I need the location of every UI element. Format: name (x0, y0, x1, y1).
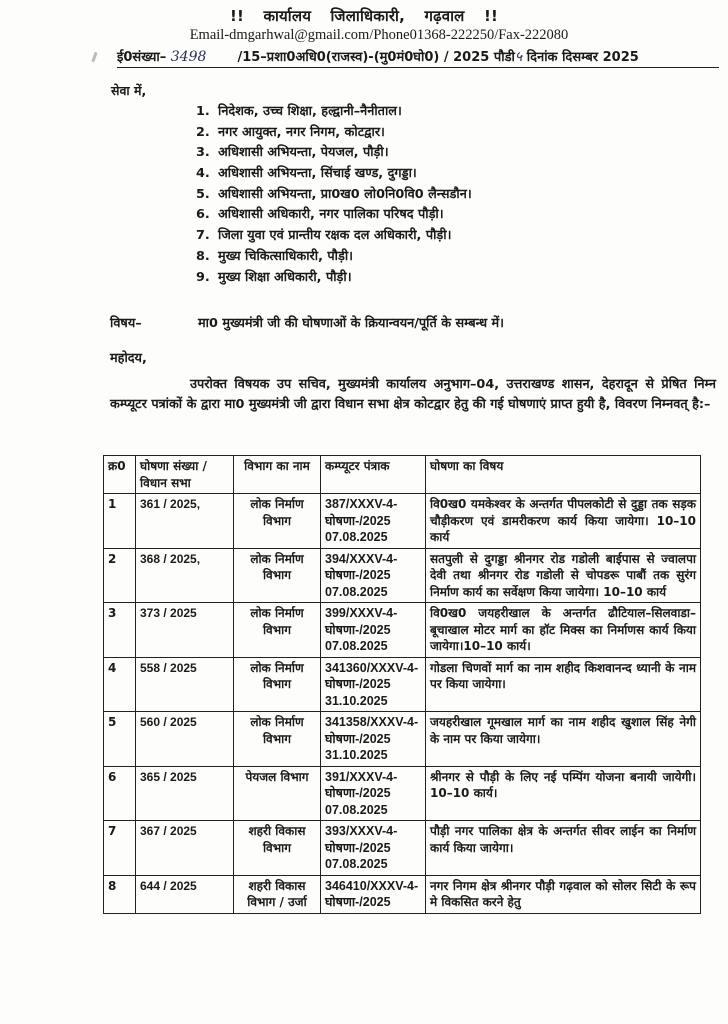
header-serial: क्र0 (104, 456, 136, 494)
recipient-item: 4. अधिशासी अभियन्ता, सिंचाई खण्ड, दुगड्डा। (196, 166, 417, 182)
recipient-item: 3. अधिशासी अभियन्ता, पेयजल, पौड़ी। (196, 145, 389, 161)
recipient-list (196, 102, 472, 288)
cell-declaration-subject: वि0ख0 यमकेश्वर के अन्तर्गत पीपलकोटी से दुड्डा तक सड़क चौड़ीकरण एवं डामरीकरण कार्य किया जायेगा। 10–10 कार्य (426, 494, 701, 549)
cell-serial: 5 (104, 712, 136, 767)
cell-computer-letter: 399/XXXV-4-घोषणा-/2025 07.08.2025 (321, 603, 426, 658)
recipient-item: 5. अधिशासी अभियन्ता, प्रा0ख0 लो0नि0वि0 लैन्सडौन। (196, 186, 472, 202)
cell-serial: 7 (104, 821, 136, 876)
recipient-item: 9. मुख्य शिक्षा अधिकारी, पौड़ी। (196, 269, 352, 285)
cell-serial: 8 (104, 875, 136, 913)
cell-serial: 3 (104, 603, 136, 658)
ref-number-handwritten: 3498 (170, 49, 207, 65)
cell-declaration-subject: गोडला चिणवों मार्ग का नाम शहीद किशवानन्द ध्यानी के नाम पर किया जायेगा। (426, 657, 701, 712)
cell-declaration-subject: वि0ख0 जयहरीखाल के अन्तर्गत ढौटियाल–सिलवाडा–बूचाखाल मोटर मार्ग का हॉट मिक्स का निर्माणस कार्य किया जायेगा।10–10 कार्य। (426, 603, 701, 658)
table-row (104, 603, 701, 658)
pen-mark (91, 52, 97, 62)
cell-declaration-no: 644 / 2025 (136, 875, 234, 913)
cell-serial: 4 (104, 657, 136, 712)
cell-computer-letter: 346410/XXXV-4-घोषणा-/2025 (321, 875, 426, 913)
cell-serial: 1 (104, 494, 136, 549)
ref-date-handwritten: ५ (514, 49, 523, 65)
addressee-label: सेवा में, (111, 83, 147, 98)
subject-text: मा0 मुख्यमंत्री जी की घोषणाओं के क्रियान्वयन/पूर्ति के सम्बन्ध में। (198, 316, 505, 331)
body-paragraph: उपरोक्त विषयक उप सचिव, मुख्यमंत्री कार्यालय अनुभाग–04, उत्तराखण्ड शासन, देहरादून से प्रेषित निम्न कम्प्यूटर पत्रांकों के द्वारा मा0 मुख्यमंत्री जी द्वारा विधान सभा क्षेत्र कोटद्वार हेतु की गई घोषणाएं प्राप्त हुयी है, विवरण निम्नवत् है:– (110, 377, 716, 412)
cell-declaration-no: 373 / 2025 (136, 603, 234, 658)
header-department: विभाग का नाम (234, 456, 321, 494)
cell-declaration-subject: नगर निगम क्षेत्र श्रीनगर पौड़ी गढ़वाल को सोलर सिटी के रूप मे विकसित करने हेतु (426, 875, 701, 913)
reference-line (117, 47, 719, 68)
cell-declaration-no: 365 / 2025 (136, 766, 234, 821)
subject-label: विषय– (110, 316, 142, 331)
table-row (104, 821, 701, 876)
office-title: !! कार्यालय जिलाधिकारी, गढ़वाल !! (229, 7, 499, 25)
cell-department: शहरी विकास विभाग (234, 821, 321, 876)
cell-department: लोक निर्माण विभाग (234, 712, 321, 767)
cell-declaration-no: 368 / 2025, (136, 548, 234, 603)
cell-declaration-no: 560 / 2025 (136, 712, 234, 767)
table-header-row (104, 456, 701, 494)
table-row (104, 494, 701, 549)
table-row (104, 712, 701, 767)
cell-computer-letter: 391/XXXV-4-घोषणा-/2025 07.08.2025 (321, 766, 426, 821)
table-row (104, 657, 701, 712)
cell-serial: 2 (104, 548, 136, 603)
cell-computer-letter: 387/XXXV-4-घोषणा-/2025 07.08.2025 (321, 494, 426, 549)
cell-department: लोक निर्माण विभाग (234, 657, 321, 712)
cell-department: पेयजल विभाग (234, 766, 321, 821)
cell-declaration-subject: पौड़ी नगर पालिका क्षेत्र के अन्तर्गत सीवर लाईन का निर्माण कार्य किया जायेगा। (426, 821, 701, 876)
ref-prefix: ई0संख्या– (117, 50, 167, 65)
subject-line (110, 313, 504, 331)
recipient-item: 7. जिला युवा एवं प्रान्तीय रक्षक दल अधिकारी, पौड़ी। (196, 228, 452, 244)
cell-computer-letter: 393/XXXV-4-घोषणा-/2025 07.08.2025 (321, 821, 426, 876)
cell-department: शहरी विकास विभाग / उर्जा (234, 875, 321, 913)
cell-declaration-subject: श्रीनगर से पौड़ी के लिए नई पम्पिंग योजना बनायी जायेगी। 10–10 कार्य। (426, 766, 701, 821)
table-row (104, 875, 701, 913)
header-computer-letter: कम्प्यूटर पंत्राक (321, 456, 426, 494)
cell-computer-letter: 341358/XXXV-4-घोषणा-/2025 31.10.2025 (321, 712, 426, 767)
cell-declaration-subject: सतपुली से दुगड्डा श्रीनगर रोड गडोली बाईपास से ज्वालपा देवी तथा श्रीनगर रोड गडोली से चोपडरू पाबौं तक सुरंग निर्माण कार्य का सर्वेक्षण किया जायेगा। 10–10 कार्य (426, 548, 701, 603)
recipient-item: 1. निदेशक, उच्च शिक्षा, हल्द्वानी–नैनीताल। (196, 104, 402, 119)
table-row (104, 766, 701, 821)
ref-suffix: /15–प्रशा0अधि0(राजस्व)-(मु0मं0घो0) / 2025 पौडी (237, 50, 515, 65)
cell-department: लोक निर्माण विभाग (234, 548, 321, 603)
ref-date: दिनांक दिसम्बर 2025 (526, 50, 639, 65)
cell-declaration-no: 361 / 2025, (136, 494, 234, 549)
cell-department: लोक निर्माण विभाग (234, 603, 321, 658)
declarations-table (103, 455, 701, 914)
recipient-item: 6. अधिशासी अधिकारी, नगर पालिका परिषद पौड़ी। (196, 207, 444, 223)
cell-declaration-no: 367 / 2025 (136, 821, 234, 876)
header-declaration-no: घोषणा संख्या /विधान सभा (136, 456, 234, 494)
cell-declaration-no: 558 / 2025 (136, 657, 234, 712)
cell-computer-letter: 341360/XXXV-4-घोषणा-/2025 31.10.2025 (321, 657, 426, 712)
table-row (104, 548, 701, 603)
cell-declaration-subject: जयहरीखाल गूमखाल मार्ग का नाम शहीद खुशाल सिंह नेगी के नाम पर किया जायेगा। (426, 712, 701, 767)
cell-serial: 6 (104, 766, 136, 821)
salutation: महोदय, (110, 351, 147, 366)
office-contact: Email-dmgarhwal@gmail.com/Phone01368-222250/Fax-222080 (189, 27, 569, 43)
cell-department: लोक निर्माण विभाग (234, 494, 321, 549)
cell-computer-letter: 394/XXXV-4-घोषणा-/2025 07.08.2025 (321, 548, 426, 603)
header-declaration-subject: घोषणा का विषय (426, 456, 701, 494)
recipient-item: 8. मुख्य चिकित्साधिकारी, पौड़ी। (196, 248, 354, 264)
recipient-item: 2. नगर आयुक्त, नगर निगम, कोटद्वार। (196, 124, 385, 140)
